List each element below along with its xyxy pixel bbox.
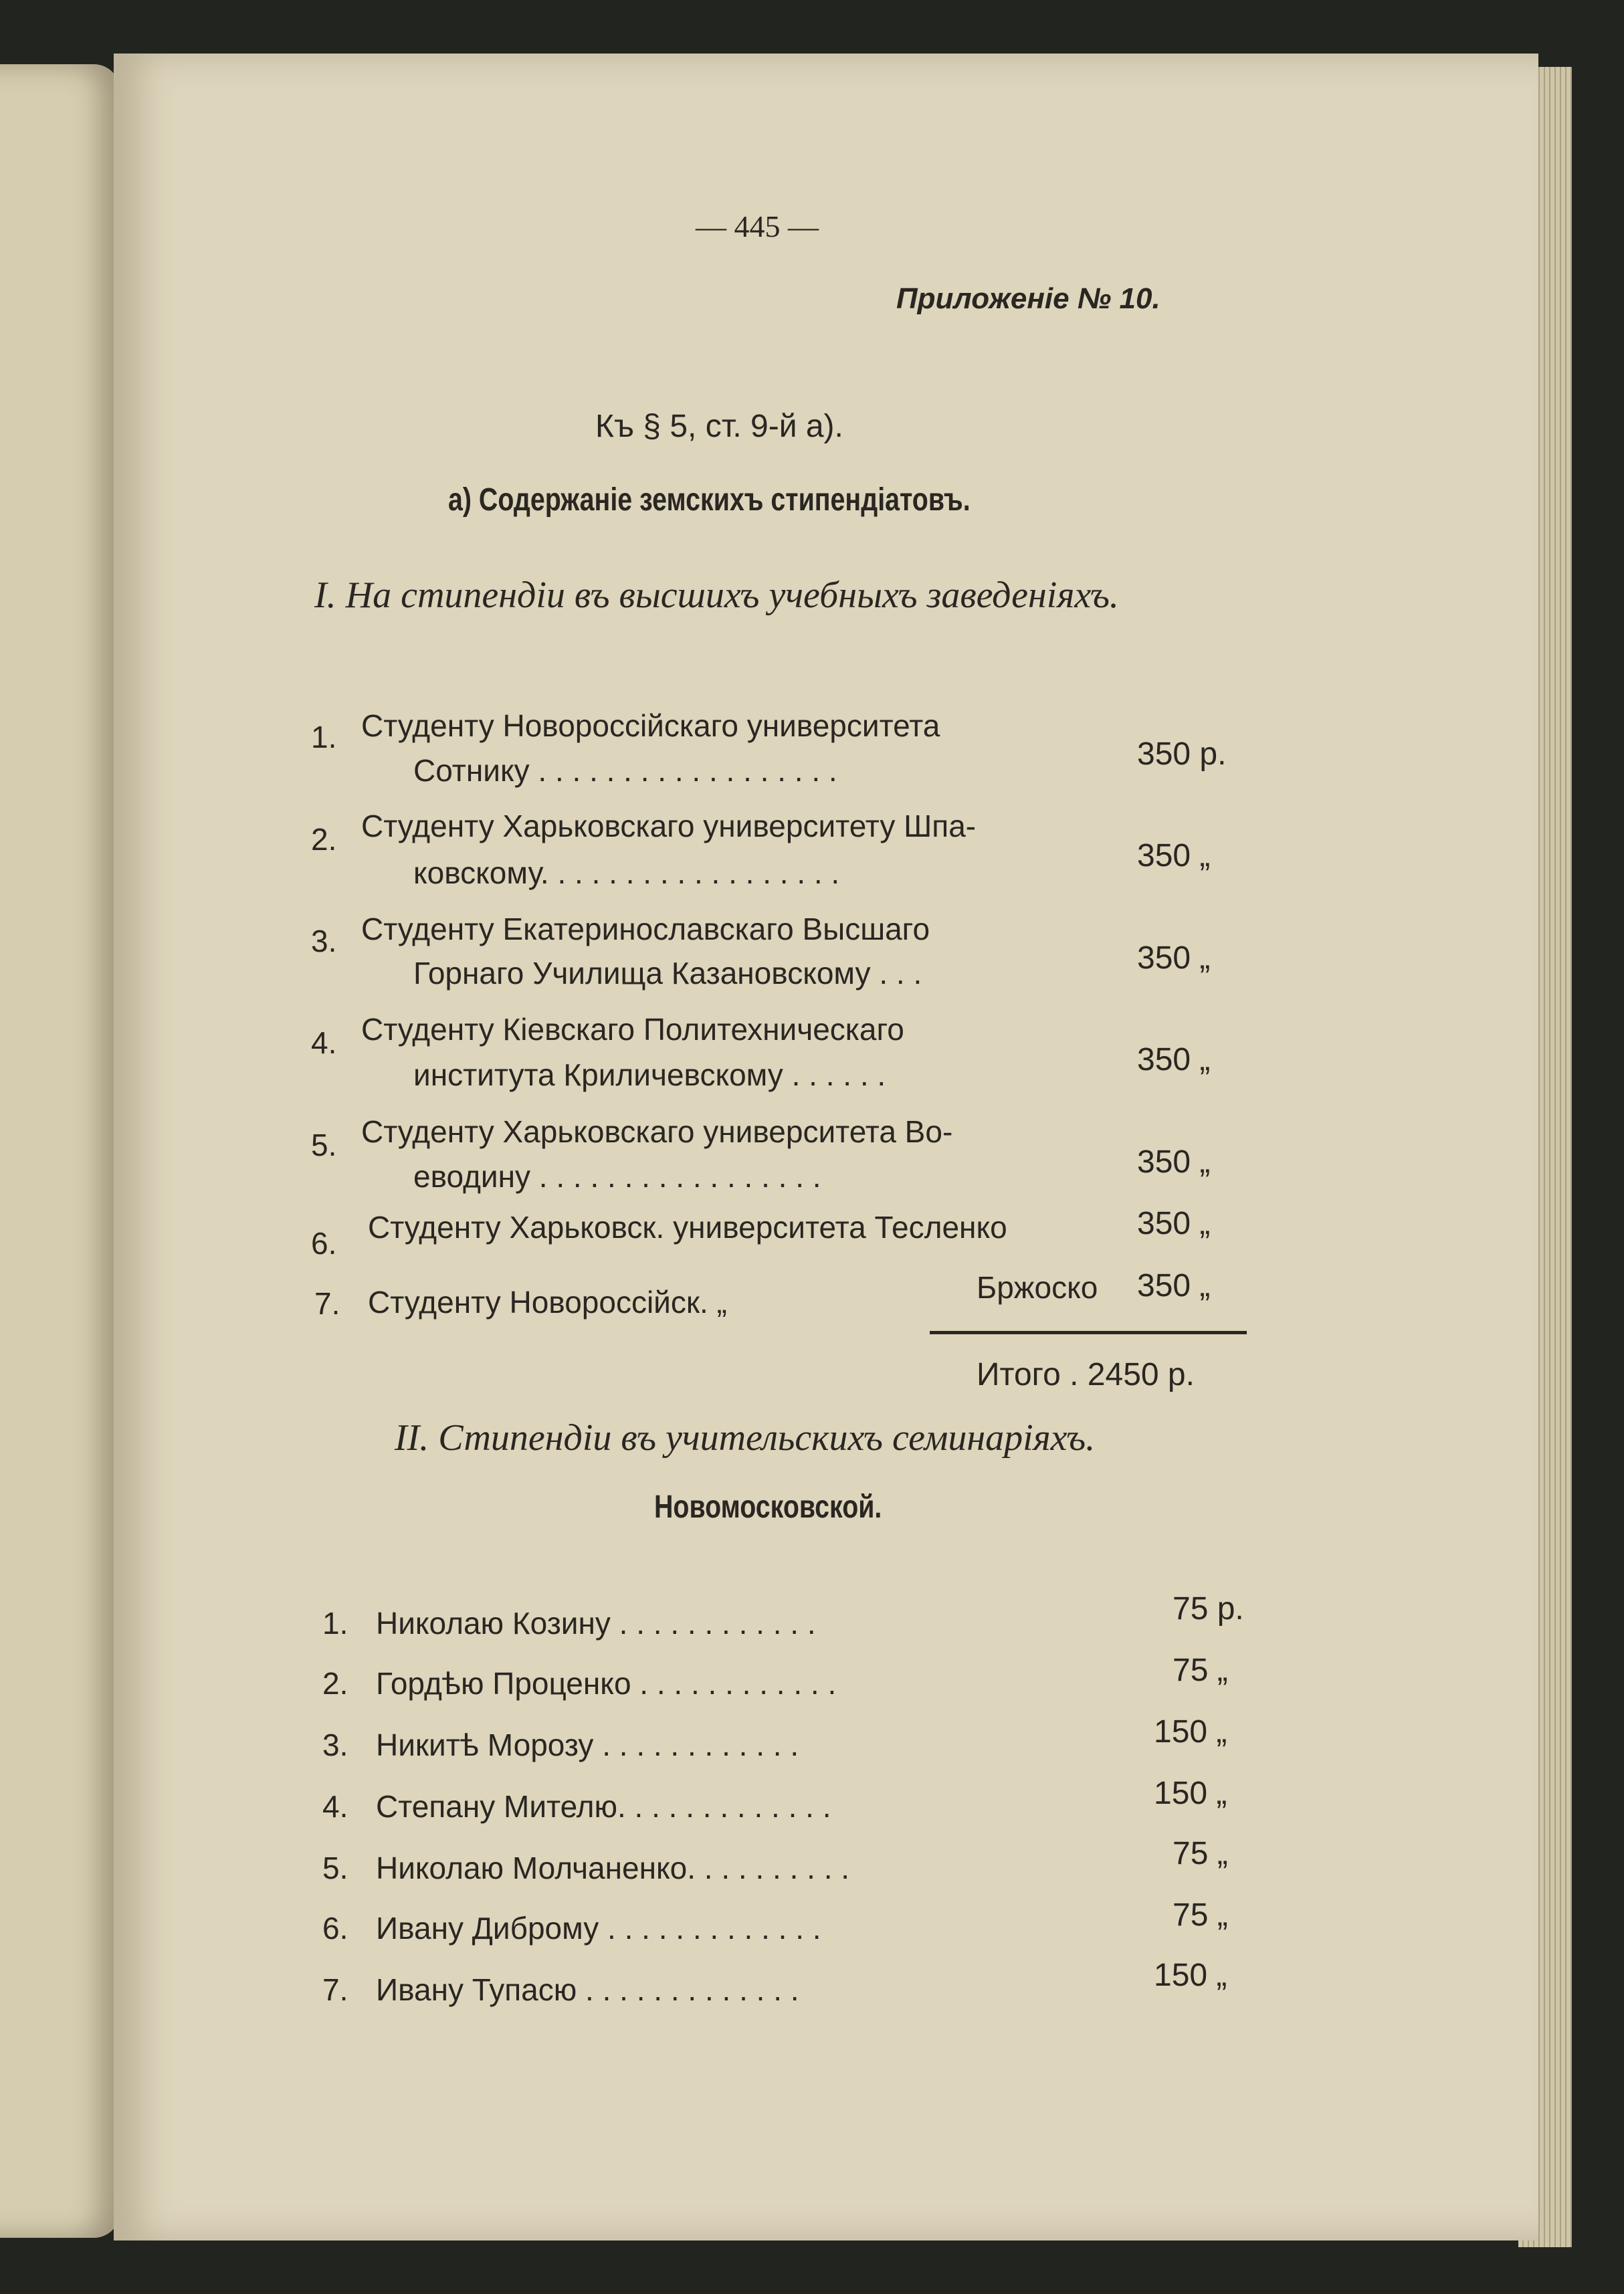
entry-amount: 150 „ — [1154, 1958, 1227, 1993]
entry-number: 2. — [311, 822, 337, 857]
entry-amount: 350 р. — [1137, 736, 1227, 772]
entry-line1: Студенту Екатеринославскаго Высшаго — [361, 912, 930, 946]
entry-line1: Студенту Харьковскаго университета Во- — [361, 1114, 953, 1149]
entry-number: 5. — [311, 1128, 337, 1162]
page-number: — 445 — — [696, 209, 819, 243]
entry-number: 1. — [322, 1606, 348, 1641]
entry-number: 1. — [311, 720, 337, 754]
appendix-label: Приложеніе № 10. — [896, 282, 1160, 315]
entry-number: 5. — [322, 1851, 348, 1885]
entry-amount: 350 „ — [1137, 838, 1211, 873]
entry-number: 6. — [322, 1911, 348, 1946]
entry-name: Ивану Тупасю . . . . . . . . . . . . . — [376, 1972, 799, 2007]
entry-amount: 350 „ — [1137, 940, 1211, 976]
entry-number: 7. — [322, 1972, 348, 2007]
section1-title: I. На стипендіи въ высшихъ учебныхъ заведеніяхъ. — [314, 575, 1119, 616]
entry-name: Николаю Козину . . . . . . . . . . . . — [376, 1606, 816, 1641]
entry-surname: Бржоско — [977, 1270, 1098, 1305]
entry-line2: еводину . . . . . . . . . . . . . . . . . — [413, 1159, 821, 1194]
section-reference: Къ § 5, ст. 9-й а). — [595, 409, 843, 444]
entry-amount: 350 „ — [1137, 1042, 1211, 1077]
entry-line1: Студенту Новороссійскаго университета — [361, 708, 940, 743]
entry-name: Гордѣю Проценко . . . . . . . . . . . . — [376, 1666, 837, 1701]
total-rule — [930, 1331, 1247, 1334]
entry-number: 4. — [322, 1789, 348, 1824]
entry-line2: Горнаго Училища Казановскому . . . — [413, 956, 922, 990]
entry-line1: Студенту Новороссійск. „ — [368, 1285, 727, 1320]
entry-number: 6. — [311, 1226, 337, 1261]
entry-name: Ивану Диброму . . . . . . . . . . . . . — [376, 1911, 821, 1946]
entry-number: 4. — [311, 1025, 337, 1060]
entry-line2: ковскому. . . . . . . . . . . . . . . . . . — [413, 855, 840, 890]
entry-name: Николаю Молчаненко. . . . . . . . . . — [376, 1851, 850, 1885]
entry-line2: института Криличевскому . . . . . . — [413, 1057, 886, 1092]
book-page — [114, 54, 1538, 2240]
entry-amount: 350 „ — [1137, 1268, 1211, 1304]
entry-line1: Студенту Кіевскаго Политехническаго — [361, 1012, 904, 1047]
entry-amount: 150 „ — [1154, 1776, 1227, 1811]
entry-amount: 350 „ — [1137, 1206, 1211, 1241]
entry-number: 7. — [314, 1286, 340, 1321]
entry-number: 3. — [322, 1728, 348, 1762]
entry-name: Степану Мителю. . . . . . . . . . . . . — [376, 1789, 831, 1824]
entry-name: Никитѣ Морозу . . . . . . . . . . . . — [376, 1728, 799, 1762]
entry-amount: 150 „ — [1154, 1714, 1227, 1750]
heading-a: а) Содержаніе земскихъ стипендіатовъ. — [448, 482, 971, 518]
entry-number: 3. — [311, 924, 337, 958]
entry-line2: Сотнику . . . . . . . . . . . . . . . . . . — [413, 753, 837, 788]
left-page-edge — [0, 64, 120, 2238]
section2-subheading: Новомосковской. — [654, 1489, 882, 1525]
entry-amount: 75 „ — [1173, 1836, 1228, 1871]
entry-line1: Студенту Харьковскаго университету Шпа- — [361, 809, 977, 843]
entry-line1: Студенту Харьковск. университета Тесленко — [368, 1210, 1007, 1245]
section2-title: II. Стипендіи въ учительскихъ семинаріяхъ. — [395, 1417, 1096, 1459]
entry-amount: 350 „ — [1137, 1144, 1211, 1180]
entry-amount: 75 р. — [1173, 1591, 1244, 1627]
entry-amount: 75 „ — [1173, 1653, 1228, 1688]
entry-number: 2. — [322, 1666, 348, 1701]
entry-amount: 75 „ — [1173, 1897, 1228, 1933]
section1-total: Итого . 2450 р. — [977, 1357, 1195, 1392]
